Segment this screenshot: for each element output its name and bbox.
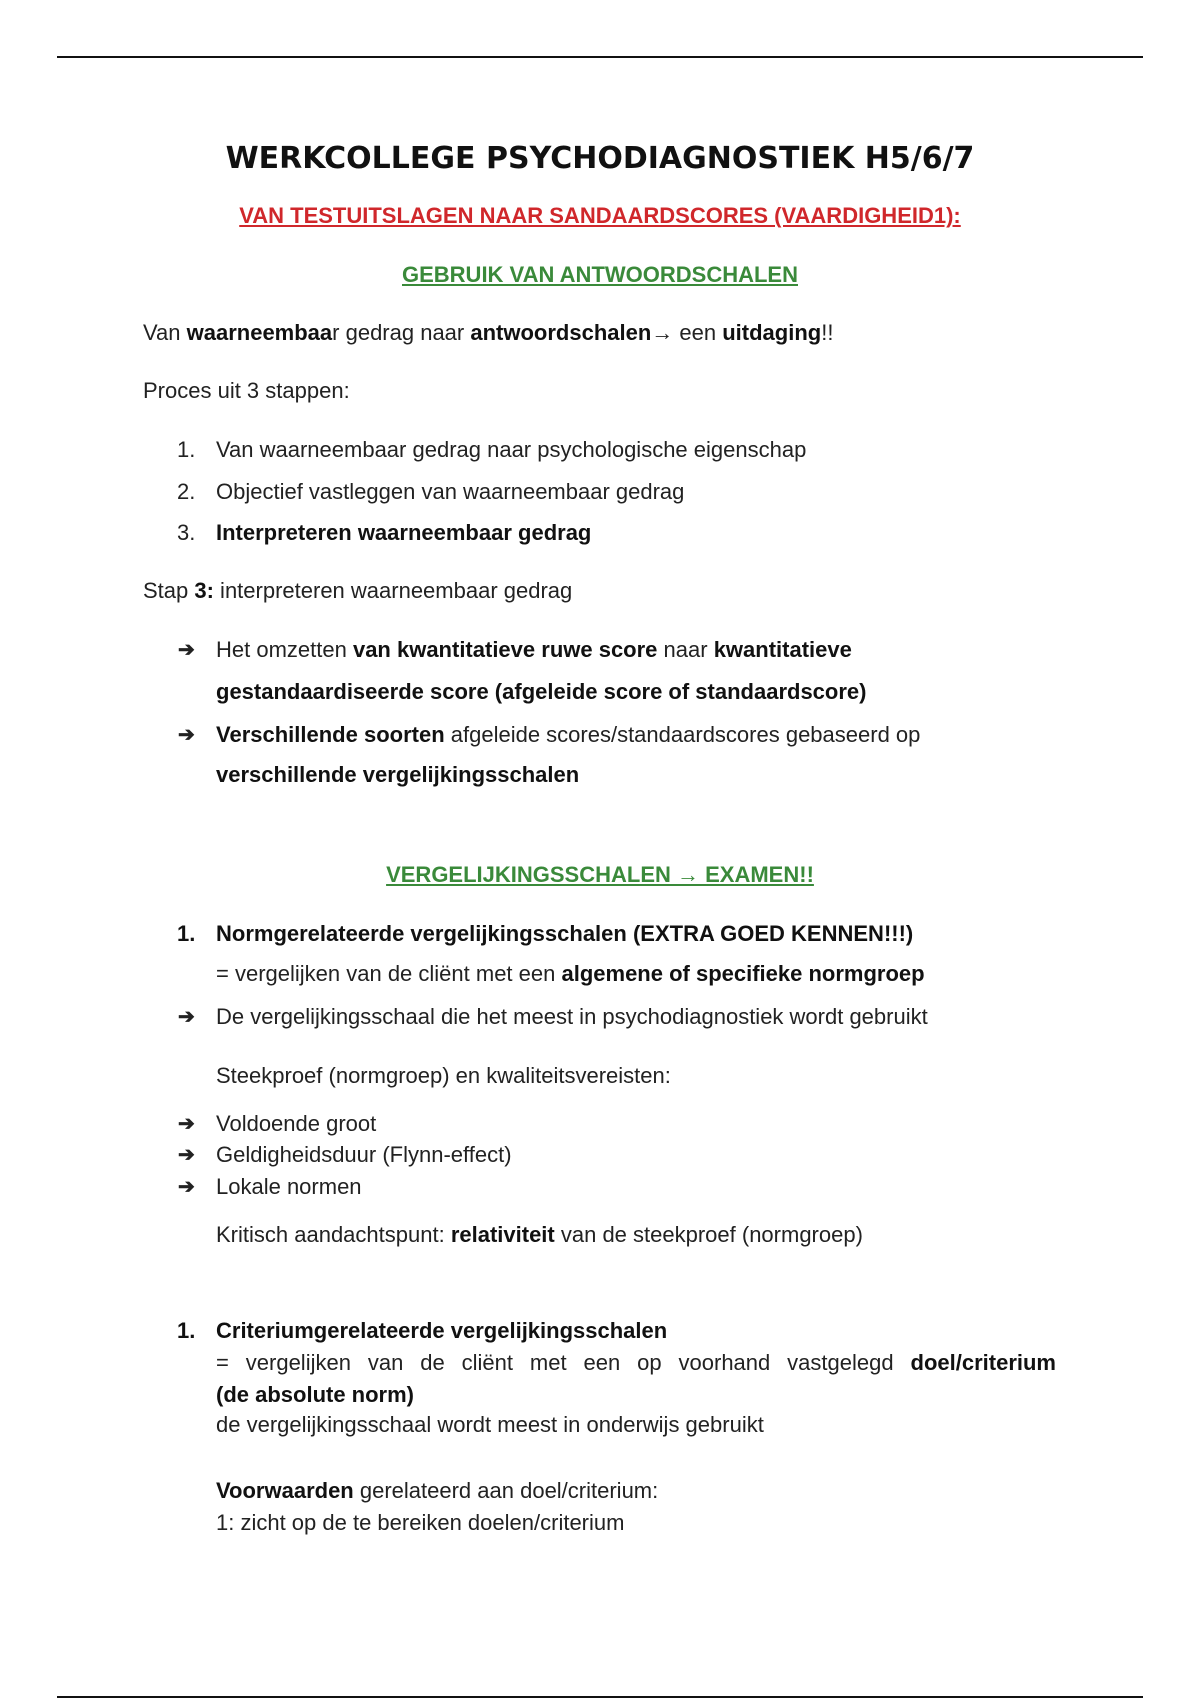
intro-bold-3: uitdaging (722, 320, 822, 345)
bullet-b-line1 (216, 722, 920, 748)
critical-point (216, 1222, 863, 1248)
item2-conditions-text: gerelateerd aan doel/criterium: (353, 1478, 659, 1503)
bullet-a-bold-1: van kwantitatieve ruwe score (352, 637, 658, 662)
item1-definition (216, 961, 925, 987)
bullet-a-text-1: Het omzetten (216, 637, 353, 662)
step-number-1: 1. (177, 437, 196, 462)
arrow-bullet-icon: ➔ (178, 1144, 195, 1166)
item2-title: Criteriumgerelateerde vergelijkingsschalen (216, 1318, 668, 1343)
item2-definition (216, 1350, 1056, 1376)
arrow-bullet-icon: ➔ (178, 1176, 195, 1198)
arrow-bullet-icon: ➔ (178, 1113, 195, 1135)
bullet-b-text: afgeleide scores/standaardscores gebaseerd op (444, 722, 921, 747)
item2-absolute-norm: (de absolute norm) (216, 1382, 415, 1407)
item2-usage: de vergelijkingsschaal wordt meest in onderwijs gebruikt (216, 1412, 764, 1437)
intro-paragraph (143, 320, 833, 346)
requirement-item: Lokale normen (216, 1174, 362, 1199)
item2-definition-bold: doel/criterium (910, 1350, 1056, 1375)
arrow-bullet-icon: ➔ (178, 1006, 195, 1028)
section-heading-vergelijkingsschalen: VERGELIJKINGSSCHALEN → EXAMEN!! (386, 862, 814, 887)
bullet-a-bold-2: kwantitatieve (713, 637, 852, 662)
bullet-a-line1 (216, 637, 852, 663)
document-title: WERKCOLLEGE PSYCHODIAGNOSTIEK H5/6/7 (225, 141, 975, 176)
bottom-rule (57, 1696, 1143, 1698)
step-number-2: 2. (177, 479, 196, 504)
bullet-b-line2: verschillende vergelijkingsschalen (216, 762, 580, 787)
critical-point-bold: relativiteit (450, 1222, 555, 1247)
step3-text-2: interpreteren waarneembaar gedrag (213, 578, 573, 603)
intro-text-4: !! (821, 320, 834, 345)
process-label: Proces uit 3 stappen: (143, 378, 350, 403)
item2-condition-1: 1: zicht op de te bereiken doelen/criterium (216, 1510, 625, 1535)
top-rule (57, 56, 1143, 58)
step3-paragraph (143, 578, 572, 604)
bullet-a-text-2: naar (657, 637, 714, 662)
intro-text-2: r gedrag naar (332, 320, 471, 345)
item2-number: 1. (177, 1318, 196, 1343)
intro-bold-2: antwoordschalen (470, 320, 652, 345)
section-heading-antwoordschalen: GEBRUIK VAN ANTWOORDSCHALEN (402, 262, 798, 287)
step-number-3: 3. (177, 520, 196, 545)
step-text-1: Van waarneembaar gedrag naar psychologische eigenschap (216, 437, 807, 462)
arrow-bullet-icon: ➔ (178, 639, 195, 661)
arrow-bullet-icon: ➔ (178, 724, 195, 746)
critical-point-text-1: Kritisch aandachtspunt: (216, 1222, 451, 1247)
requirement-item: Voldoende groot (216, 1111, 377, 1136)
item2-conditions-bold: Voorwaarden (216, 1478, 354, 1503)
item2-definition-text: = vergelijken van de cliënt met een op voorhand vastgelegd (216, 1350, 911, 1375)
item1-title: Normgerelateerde vergelijkingsschalen (EXTRA GOED KENNEN!!!) (216, 921, 914, 946)
intro-text-1: Van (143, 320, 187, 345)
step-text-3: Interpreteren waarneembaar gedrag (216, 520, 592, 545)
bullet-b-bold: Verschillende soorten (216, 722, 445, 747)
item1-sample-label: Steekproef (normgroep) en kwaliteitsvereisten: (216, 1063, 671, 1088)
item1-arrow-text: De vergelijkingsschaal die het meest in psychodiagnostiek wordt gebruikt (216, 1004, 928, 1029)
item2-conditions (216, 1478, 658, 1504)
step-text-2: Objectief vastleggen van waarneembaar gedrag (216, 479, 685, 504)
step3-bold: 3: (194, 578, 214, 603)
document-subtitle: VAN TESTUITSLAGEN NAAR SANDAARDSCORES (VAARDIGHEID1): (239, 203, 961, 228)
item1-number: 1. (177, 921, 196, 946)
step3-text-1: Stap (143, 578, 195, 603)
intro-text-3: → een (651, 320, 723, 345)
intro-bold-1: waarneembaa (186, 320, 333, 345)
bullet-a-line2: gestandaardiseerde score (afgeleide score of standaardscore) (216, 679, 867, 704)
item1-definition-text: = vergelijken van de cliënt met een (216, 961, 562, 986)
critical-point-text-2: van de steekproef (normgroep) (554, 1222, 863, 1247)
requirement-item: Geldigheidsduur (Flynn-effect) (216, 1142, 512, 1167)
item1-definition-bold: algemene of specifieke normgroep (561, 961, 925, 986)
